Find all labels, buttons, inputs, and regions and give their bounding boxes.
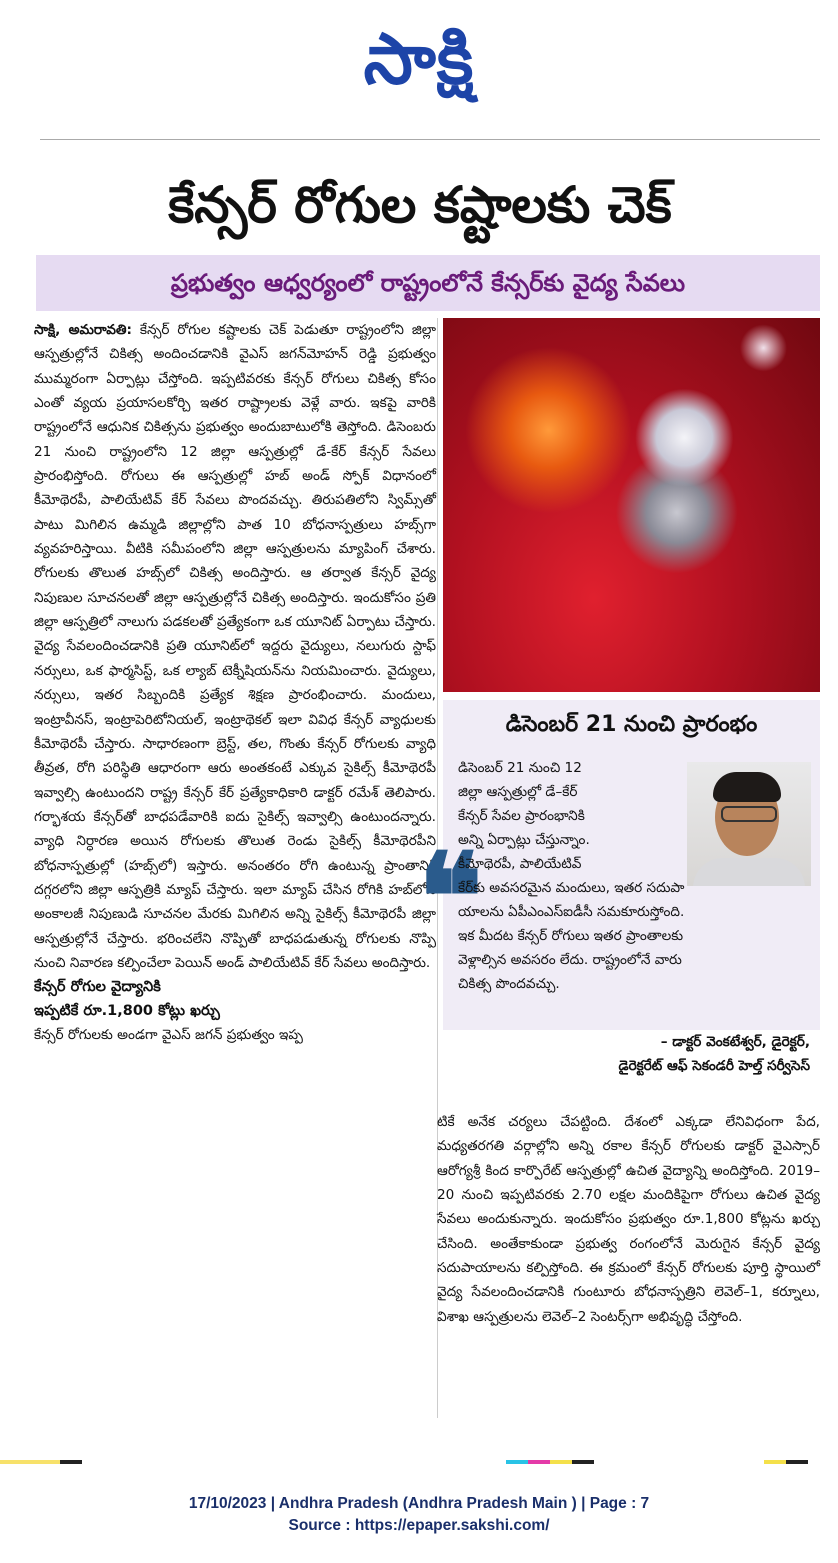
footer-date-edition: 17/10/2023 | Andhra Pradesh (Andhra Pradesh Main ) | Page : 7 bbox=[188, 1495, 650, 1512]
quote-signature-title: డైరెక్టరేట్ ఆఫ్ సెకండరీ హెల్త్ సర్వీసెస్ bbox=[618, 1058, 810, 1074]
section-subhead-2: ఇప్పటికే రూ.1,800 కోట్లు ఖర్చు bbox=[34, 1003, 220, 1020]
quote-line: వెళ్లాల్సిన అవసరం లేదు. రాష్ట్రంలోనే వారు bbox=[458, 952, 682, 968]
quote-line: డిసెంబర్ 21 నుంచి 12 bbox=[458, 760, 582, 776]
print-swatch bbox=[572, 1460, 594, 1464]
article-left-column bbox=[34, 318, 436, 1048]
quote-mark-icon: ❝ bbox=[418, 827, 483, 968]
sidebar-quote bbox=[458, 756, 810, 996]
print-swatch bbox=[786, 1460, 808, 1464]
quote-line: యాలను ఏపీఎంఎస్ఐడీసీ సమకూరుస్తోంది. bbox=[458, 904, 685, 920]
print-swatch bbox=[528, 1460, 550, 1464]
quote-line: కేన్సర్ సేవల ప్రారంభానికి bbox=[458, 808, 585, 824]
dateline: సాక్షి, అమరావతి: bbox=[34, 322, 132, 338]
quote-line: కీమోథెరపీ, పాలియేటివ్ bbox=[458, 856, 582, 872]
article-right-column bbox=[437, 1110, 820, 1329]
quote-signature-name: – డాక్టర్ వెంకటేశ్వర్, డైరెక్టర్, bbox=[660, 1034, 810, 1050]
quote-line: అన్ని ఏర్పాట్లు చేస్తున్నాం. bbox=[458, 832, 590, 848]
quote-line: చికిత్స పొందవచ్చు. bbox=[458, 976, 560, 992]
masthead-logo: సాక్షి bbox=[363, 18, 475, 100]
print-registration-bar bbox=[0, 1460, 60, 1464]
cancer-cell-illustration bbox=[443, 318, 820, 692]
article-body-left-1: కేన్సర్ రోగుల కష్టాలకు చెక్ పెడుతూ రాష్ట్రంలోని జిల్లా ఆస్పత్రుల్లోనే చికిత్స అందించడానికి వైఎస్ జగన్‌మోహన్ రెడ్డి ప్రభుత్వం ముమ్మరంగా ఏర్పాట్లు చేస్తోంది. ఇప్పటివరకు కేన్సర్ రోగులు చికిత్స కోసం ఎంతో వ్యయ ప్రయాసలకోర్చి ఇతర రాష్ట్రాలకు వెళ్లే వారు. ఇకపై వారికి రాష్ట్రంలోనే ఆధునిక చికిత్సను ప్రభుత్వం అందుబాటులోకి తెస్తోంది. డిసెంబరు 21 నుంచి రాష్ట్రంలోని 12 జిల్లా ఆస్పత్రుల్లో డే-కేర్ కేన్సర్ సేవలు ప్రారంభిస్తోంది. రోగులు ఈ ఆస్పత్రుల్లో హబ్ అండ్ స్పోక్ విధానంలో కీమోథెరపీ, పాలియేటివ్ కేర్ సేవలు పొందవచ్చు. తిరుపతిలోని స్విమ్స్‌తో పాటు మిగిలిన ఉమ్మడి జిల్లాల్లోని పాత 10 బోధనాస్పత్రులు హబ్స్‌గా వ్యవహరిస్తాయి. వీటికి సమీపంలోని జిల్లా ఆస్పత్రులను మ్యాపింగ్ చేశారు. రోగులకు తొలుత హబ్స్‌లో చికిత్స అందిస్తారు. ఆ తర్వాత కేన్సర్ వైద్య నిపుణుల సూచనలతో జిల్లా ఆస్పత్రుల్లోనే చికిత్స అందిస్తారు. ఇందుకోసం ప్రతి జిల్లా ఆస్పత్రిలో నాలుగు పడకలతో ప్రత్యేకంగా ఒక యూనిట్ ఏర్పాటు చేస్తారు. వైద్య సేవలందించడానికి ప్రతి యూనిట్‌లో ఇద్దరు వైద్యులు, నలుగురు స్టాఫ్ నర్సులు, ఒక ఫార్మసిస్ట్, ఒక ల్యాబ్ టెక్నీషియన్‌ను నియమించారు. వైద్యులు, నర్సులు, ఇతర సిబ్బందికి ప్రత్యేక శిక్షణ ప్రారంభించారు. మందులు, ఇంట్రావీనస్, ఇంట్రాపెరిటోనియల్, ఇంట్రాథెకల్ ఇలా వివిధ కేన్సర్ వ్యాధులకు కీమోథెరపీ చేస్తారు. సాధారణంగా బ్రెస్ట్, తల, గొంతు కేన్సర్ రోగులకు వ్యాధి తీవ్రత, రోగి పరిస్థితి ఆధారంగా ఆరు అంతకంటే ఎక్కువ సైకిల్స్ కీమోథెరపీ ఇవ్వాల్సి ఉంటుందని రాష్ట్ర కేన్సర్ కేర్ ప్రత్యేకాధికారి డాక్టర్ రమేశ్ తెలిపారు. గర్భాశయ కేన్సర్‌తో బాధపడేవారికి ఐదు సైకిల్స్ ఇవ్వాల్సి ఉంటుందన్నారు. వ్యాధి నిర్ధారణ అయిన రోగులకు తొలుత రెండు సైకిల్స్ కీమోథెరపీని బోధనాస్పత్రుల్లో (హబ్స్‌లో) ఇస్తారు. అనంతరం రోగి ఉంటున్న ప్రాంతానికి దగ్గరలోని జిల్లా ఆస్పత్రికి మ్యాప్ చేస్తారు. ఇలా మ్యాప్ చేసిన రోగికి హబ్‌లోని అంకాలజీ నిపుణుడి సూచనల మేరకు మిగిలిన అన్ని సైకిల్స్ కీమోథెరపీ జిల్లా ఆస్పత్రుల్లోనే చేస్తారు. భరించలేని నొప్పితో బాధపడుతున్న రోగులకు నొప్పి నుంచి నివారణ కల్పించేలా పెయిన్ అండ్ పాలియేటివ్ కేర్ సేవలు అందిస్తారు. bbox=[34, 322, 436, 971]
masthead-divider bbox=[40, 139, 820, 140]
quote-line: జిల్లా ఆస్పత్రుల్లో డే–కేర్ bbox=[458, 784, 578, 800]
quote-line: ఇక మీదట కేన్సర్ రోగులు ఇతర ప్రాంతాలకు bbox=[458, 928, 684, 944]
article-body-left-2: కేన్సర్ రోగులకు అండగా వైఎస్ జగన్ ప్రభుత్వం ఇప్ప bbox=[34, 1027, 303, 1044]
article-body-right: టికే అనేక చర్యలు చేపట్టింది. దేశంలో ఎక్కడా లేనివిధంగా పేద, మధ్యతరగతి వర్గాల్లోని అన్ని రకాల కేన్సర్ రోగులకు డాక్టర్ వైఎస్సార్ ఆరోగ్యశ్రీ కింద కార్పొరేట్ ఆస్పత్రుల్లో ఉచిత వైద్యాన్ని అందిస్తోంది. 2019–20 నుంచి ఇప్పటివరకు 2.70 లక్షల మందికిపైగా రోగులు ఉచిత వైద్య సేవలు అందుకున్నారు. ఇందుకోసం ప్రభుత్వం రూ.1,800 కోట్లను ఖర్చు చేసింది. అంతేకాకుండా ప్రభుత్వ రంగంలోనే మెరుగైన కేన్సర్ వైద్య సదుపాయాలను కల్పిస్తోంది. ఈ క్రమంలో కేన్సర్ రోగులకు పూర్తి స్థాయిలో వైద్య సేవలందించడానికి గుంటూరు బోధనాస్పత్రిని లెవెల్–1, కర్నూలు, విశాఖ ఆస్పత్రులను లెవెల్–2 సెంటర్స్‌గా అభివృద్ధి చేస్తోంది. bbox=[437, 1114, 820, 1325]
print-swatch bbox=[506, 1460, 528, 1464]
print-swatch bbox=[60, 1460, 82, 1464]
subheadline: ప్రభుత్వం ఆధ్వర్యంలో రాష్ట్రంలోనే కేన్సర్‌కు వైద్య సేవలు bbox=[170, 269, 686, 297]
print-swatch bbox=[764, 1460, 786, 1464]
headline: కేన్సర్ రోగుల కష్టాలకు చెక్ bbox=[168, 176, 672, 234]
print-swatch bbox=[550, 1460, 572, 1464]
footer-source-link[interactable]: Source : https://epaper.sakshi.com/ bbox=[288, 1517, 550, 1534]
quote-line: కేర్‌కు అవసరమైన మందులు, ఇతర సదుపా bbox=[458, 880, 685, 896]
sidebar-title: డిసెంబర్ 21 నుంచి ప్రారంభం bbox=[505, 712, 758, 737]
section-subhead-1: కేన్సర్ రోగుల వైద్యానికి bbox=[34, 979, 161, 996]
